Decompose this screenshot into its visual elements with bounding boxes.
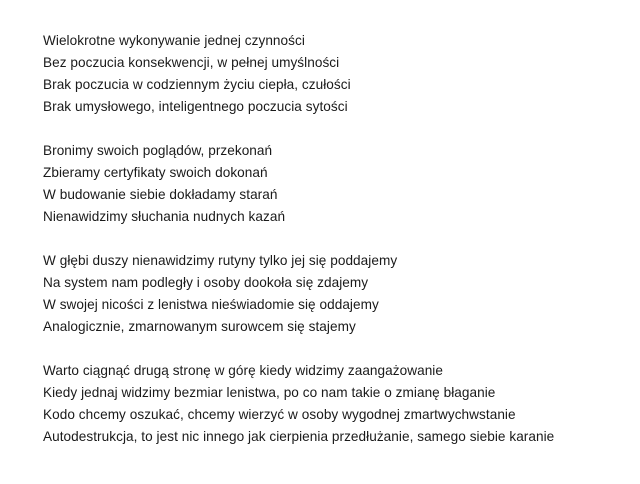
poem-line: Brak umysłowego, inteligentnego poczucia sytości	[43, 99, 348, 114]
poem-line: W swojej nicości z lenistwa nieświadomie się oddajemy	[43, 297, 379, 312]
stanza-3	[43, 250, 633, 338]
poem-line: Kiedy jednaj widzimy bezmiar lenistwa, po co nam takie o zmianę błaganie	[43, 385, 496, 400]
stanza-1	[43, 30, 633, 118]
poem-line: W budowanie siebie dokładamy starań	[43, 187, 278, 202]
poem-line: Analogicznie, zmarnowanym surowcem się stajemy	[43, 319, 356, 334]
poem-line: Wielokrotne wykonywanie jednej czynności	[43, 33, 305, 48]
poem-line: Bez poczucia konsekwencji, w pełnej umyślności	[43, 55, 340, 70]
poem-line: Bronimy swoich poglądów, przekonań	[43, 143, 273, 158]
poem-line: Na system nam podległy i osoby dookoła się zdajemy	[43, 275, 369, 290]
poem-text	[43, 30, 633, 470]
poem-line: Zbieramy certyfikaty swoich dokonań	[43, 165, 268, 180]
poem-line: Kodo chcemy oszukać, chcemy wierzyć w osoby wygodnej zmartwychwstanie	[43, 407, 516, 422]
poem-line: Nienawidzimy słuchania nudnych kazań	[43, 209, 286, 224]
poem-line: Autodestrukcja, to jest nic innego jak cierpienia przedłużanie, samego siebie karanie	[43, 429, 555, 444]
stanza-2	[43, 140, 633, 228]
poem-line: Brak poczucia w codziennym życiu ciepła, czułości	[43, 77, 351, 92]
poem-line: W głębi duszy nienawidzimy rutyny tylko jej się poddajemy	[43, 253, 398, 268]
poem-line: Warto ciągnąć drugą stronę w górę kiedy widzimy zaangażowanie	[43, 363, 443, 378]
stanza-4	[43, 360, 633, 448]
